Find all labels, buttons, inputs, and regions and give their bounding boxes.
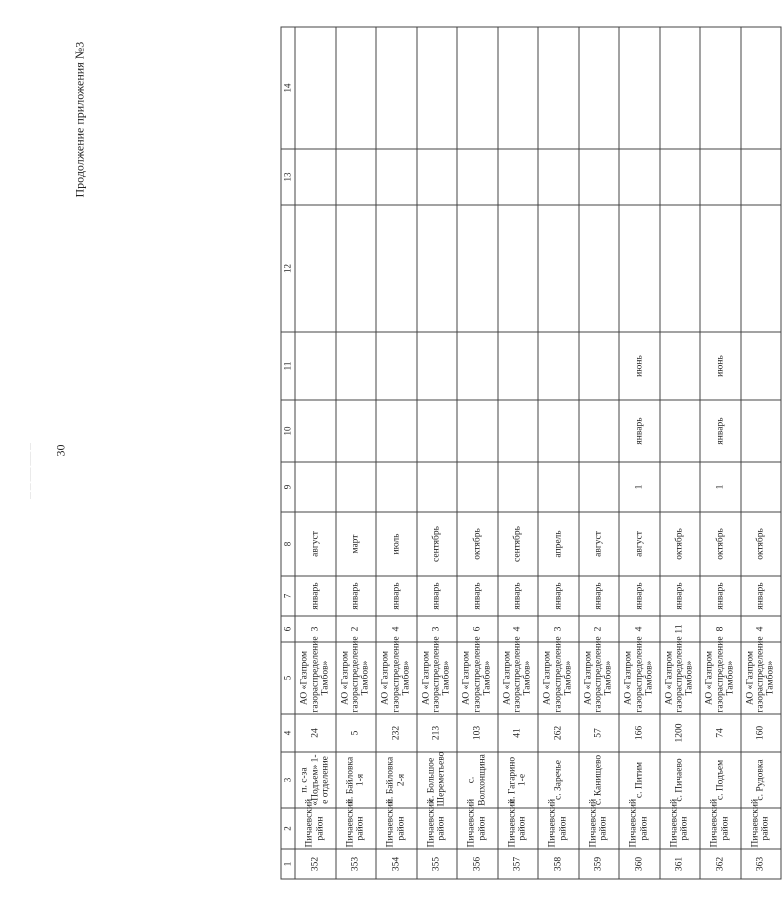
table-cell: 355 [417, 849, 458, 879]
table-cell: июль [376, 512, 417, 576]
table-cell: п. с-за «Подъем» 1-е отделение [295, 752, 336, 808]
table-cell: АО «Газпром газораспределение Тамбов» [700, 642, 741, 714]
table-cell [741, 332, 782, 400]
table-cell [295, 400, 336, 462]
table-cell [295, 332, 336, 400]
table-cell [498, 149, 539, 205]
table-cell [619, 205, 660, 332]
table-cell [579, 462, 620, 512]
table-cell [376, 149, 417, 205]
table-cell [741, 400, 782, 462]
table-cell [538, 205, 579, 332]
table-cell [538, 332, 579, 400]
table-cell [336, 205, 377, 332]
table-cell: Пичаевский район [336, 808, 377, 849]
annex-title: Продолжение приложения №3 [72, 41, 87, 198]
table-cell [417, 462, 458, 512]
table-cell [660, 27, 701, 149]
table-cell: Пичаевский район [417, 808, 458, 849]
table-cell [741, 27, 782, 149]
gas-schedule-table [281, 27, 782, 880]
table-body [281, 27, 781, 879]
table-cell: 232 [376, 714, 417, 752]
table-cell: 3 [295, 616, 336, 642]
table-cell: 103 [457, 714, 498, 752]
table-cell [457, 205, 498, 332]
table-cell: 359 [579, 849, 620, 879]
table-cell: июнь [619, 332, 660, 400]
table-cell: 2 [579, 616, 620, 642]
table-cell: Пичаевский район [619, 808, 660, 849]
table-cell [295, 205, 336, 332]
column-header: 2 [281, 808, 295, 849]
table-cell: март [336, 512, 377, 576]
table-cell: АО «Газпром газораспределение Тамбов» [376, 642, 417, 714]
table-cell [538, 400, 579, 462]
table-cell [376, 27, 417, 149]
table-cell: январь [579, 576, 620, 616]
table-cell [619, 149, 660, 205]
table-cell: с. Питим [619, 752, 660, 808]
table-cell [498, 332, 539, 400]
table-cell: 57 [579, 714, 620, 752]
table-cell: АО «Газпром газораспределение Тамбов» [295, 642, 336, 714]
table-cell: 166 [619, 714, 660, 752]
table-cell [660, 332, 701, 400]
table-cell [336, 332, 377, 400]
table-cell: 358 [538, 849, 579, 879]
table-cell: АО «Газпром газораспределение Тамбов» [457, 642, 498, 714]
table-cell: с. Волхонщина [457, 752, 498, 808]
table-cell: Пичаевский район [538, 808, 579, 849]
table-cell [741, 149, 782, 205]
table-cell: 5 [336, 714, 377, 752]
table-cell [538, 149, 579, 205]
column-header: 5 [281, 642, 295, 714]
table-cell: 360 [619, 849, 660, 879]
table-cell: 362 [700, 849, 741, 879]
table-cell: 4 [619, 616, 660, 642]
table-row [336, 27, 377, 879]
table-cell: январь [457, 576, 498, 616]
table-cell [417, 400, 458, 462]
table-cell: август [579, 512, 620, 576]
table-cell: Пичаевский район [579, 808, 620, 849]
table-cell [457, 149, 498, 205]
column-header: 10 [281, 400, 295, 462]
table-cell: январь [660, 576, 701, 616]
table-cell: 353 [336, 849, 377, 879]
table-cell [741, 462, 782, 512]
table-row [457, 27, 498, 879]
table-cell: АО «Газпром газораспределение Тамбов» [336, 642, 377, 714]
table-row [579, 27, 620, 879]
column-header: 13 [281, 149, 295, 205]
table-row [741, 27, 782, 879]
column-header: 12 [281, 205, 295, 332]
table-cell [417, 149, 458, 205]
table-header-row [281, 27, 295, 879]
table-cell [376, 205, 417, 332]
table-cell: 4 [498, 616, 539, 642]
table-cell [376, 462, 417, 512]
table-cell [295, 462, 336, 512]
table-cell: 363 [741, 849, 782, 879]
table-cell: 4 [376, 616, 417, 642]
table-cell [336, 27, 377, 149]
table-cell: 357 [498, 849, 539, 879]
table-cell [336, 462, 377, 512]
table-cell: июнь [700, 332, 741, 400]
table-cell: январь [336, 576, 377, 616]
table-cell: 352 [295, 849, 336, 879]
table-cell: с. Гагарино 1-е [498, 752, 539, 808]
table-cell [538, 462, 579, 512]
table-cell [619, 27, 660, 149]
table-row [660, 27, 701, 879]
table-cell: с. Байловка 2-я [376, 752, 417, 808]
table-cell: 3 [538, 616, 579, 642]
table-cell: АО «Газпром газораспределение Тамбов» [498, 642, 539, 714]
table-cell: с. Пичаево [660, 752, 701, 808]
table-cell: 6 [457, 616, 498, 642]
column-header: 7 [281, 576, 295, 616]
table-cell [376, 400, 417, 462]
table-cell [295, 27, 336, 149]
table-cell: сентябрь [417, 512, 458, 576]
table-cell: октябрь [660, 512, 701, 576]
table-row [700, 27, 741, 879]
table-cell [660, 462, 701, 512]
table-cell: 8 [700, 616, 741, 642]
table-cell: 356 [457, 849, 498, 879]
table-cell: Пичаевский район [660, 808, 701, 849]
table-cell [700, 205, 741, 332]
table-row [417, 27, 458, 879]
table-cell [538, 27, 579, 149]
table-cell: октябрь [700, 512, 741, 576]
table-cell [498, 462, 539, 512]
table-row [376, 27, 417, 879]
table-cell: октябрь [741, 512, 782, 576]
table-cell: сентябрь [498, 512, 539, 576]
table-cell: 1 [700, 462, 741, 512]
table-cell [457, 27, 498, 149]
table-cell [457, 400, 498, 462]
table-cell [457, 462, 498, 512]
table-cell: АО «Газпром газораспределение Тамбов» [579, 642, 620, 714]
table-cell: с. Заречье [538, 752, 579, 808]
table-cell [295, 149, 336, 205]
column-header: 1 [281, 849, 295, 879]
table-cell [336, 400, 377, 462]
table-cell: 4 [741, 616, 782, 642]
table-cell [700, 27, 741, 149]
table-cell [660, 205, 701, 332]
table-cell [417, 205, 458, 332]
table-cell: октябрь [457, 512, 498, 576]
table-cell [417, 27, 458, 149]
table-cell: 41 [498, 714, 539, 752]
table-cell: Пичаевский район [498, 808, 539, 849]
table-cell: январь [417, 576, 458, 616]
table-cell: с. Канищево [579, 752, 620, 808]
table-cell: 1200 [660, 714, 701, 752]
table-cell: январь [700, 576, 741, 616]
table-row [295, 27, 336, 879]
table-cell: январь [741, 576, 782, 616]
table-cell: 24 [295, 714, 336, 752]
table-cell [457, 332, 498, 400]
table-cell: с. Подъем [700, 752, 741, 808]
column-header: 11 [281, 332, 295, 400]
table-row [538, 27, 579, 879]
table-cell [660, 400, 701, 462]
table-cell [498, 400, 539, 462]
table-cell: апрель [538, 512, 579, 576]
table-cell: январь [619, 576, 660, 616]
table-cell: январь [498, 576, 539, 616]
table-cell [417, 332, 458, 400]
table-cell: январь [295, 576, 336, 616]
table-cell [700, 149, 741, 205]
table-cell: январь [619, 400, 660, 462]
table-cell: Пичаевский район [295, 808, 336, 849]
table-cell: август [619, 512, 660, 576]
table-row [498, 27, 539, 879]
table-cell: АО «Газпром газораспределение Тамбов» [741, 642, 782, 714]
table-cell: с. Байловка 1-я [336, 752, 377, 808]
table-cell: Пичаевский район [376, 808, 417, 849]
column-header: 9 [281, 462, 295, 512]
table-cell: с. Рудовка [741, 752, 782, 808]
table-cell: АО «Газпром газораспределение Тамбов» [417, 642, 458, 714]
table-cell: 354 [376, 849, 417, 879]
table-row [619, 27, 660, 879]
table-cell: 1 [619, 462, 660, 512]
table-cell [579, 27, 620, 149]
table-cell [376, 332, 417, 400]
column-header: 3 [281, 752, 295, 808]
table-cell: 11 [660, 616, 701, 642]
table-cell: январь [700, 400, 741, 462]
table-cell: Пичаевский район [741, 808, 782, 849]
table-cell: 74 [700, 714, 741, 752]
table-cell: Пичаевский район [457, 808, 498, 849]
table-cell: 361 [660, 849, 701, 879]
column-header: 6 [281, 616, 295, 642]
table-cell: январь [376, 576, 417, 616]
table-cell [660, 149, 701, 205]
faint-scan-mark: — — —— —— — [26, 443, 34, 499]
table-cell: АО «Газпром газораспределение Тамбов» [619, 642, 660, 714]
table-cell: АО «Газпром газораспределение Тамбов» [660, 642, 701, 714]
table-cell: 3 [417, 616, 458, 642]
table-cell: с. Большое Шереметьево [417, 752, 458, 808]
table-cell: АО «Газпром газораспределение Тамбов» [538, 642, 579, 714]
column-header: 8 [281, 512, 295, 576]
table-cell: январь [538, 576, 579, 616]
table-cell [498, 27, 539, 149]
table-cell [741, 205, 782, 332]
table-cell [579, 332, 620, 400]
table-cell: 160 [741, 714, 782, 752]
table-cell [579, 149, 620, 205]
column-header: 4 [281, 714, 295, 752]
column-header: 14 [281, 27, 295, 149]
table-cell [579, 205, 620, 332]
table-cell [579, 400, 620, 462]
table-cell: август [295, 512, 336, 576]
table-cell: Пичаевский район [700, 808, 741, 849]
table-cell: 213 [417, 714, 458, 752]
table-cell: 2 [336, 616, 377, 642]
page-number: 30 [53, 444, 68, 457]
table-cell: 262 [538, 714, 579, 752]
rotated-table-container [281, 28, 782, 880]
table-cell [498, 205, 539, 332]
table-cell [336, 149, 377, 205]
